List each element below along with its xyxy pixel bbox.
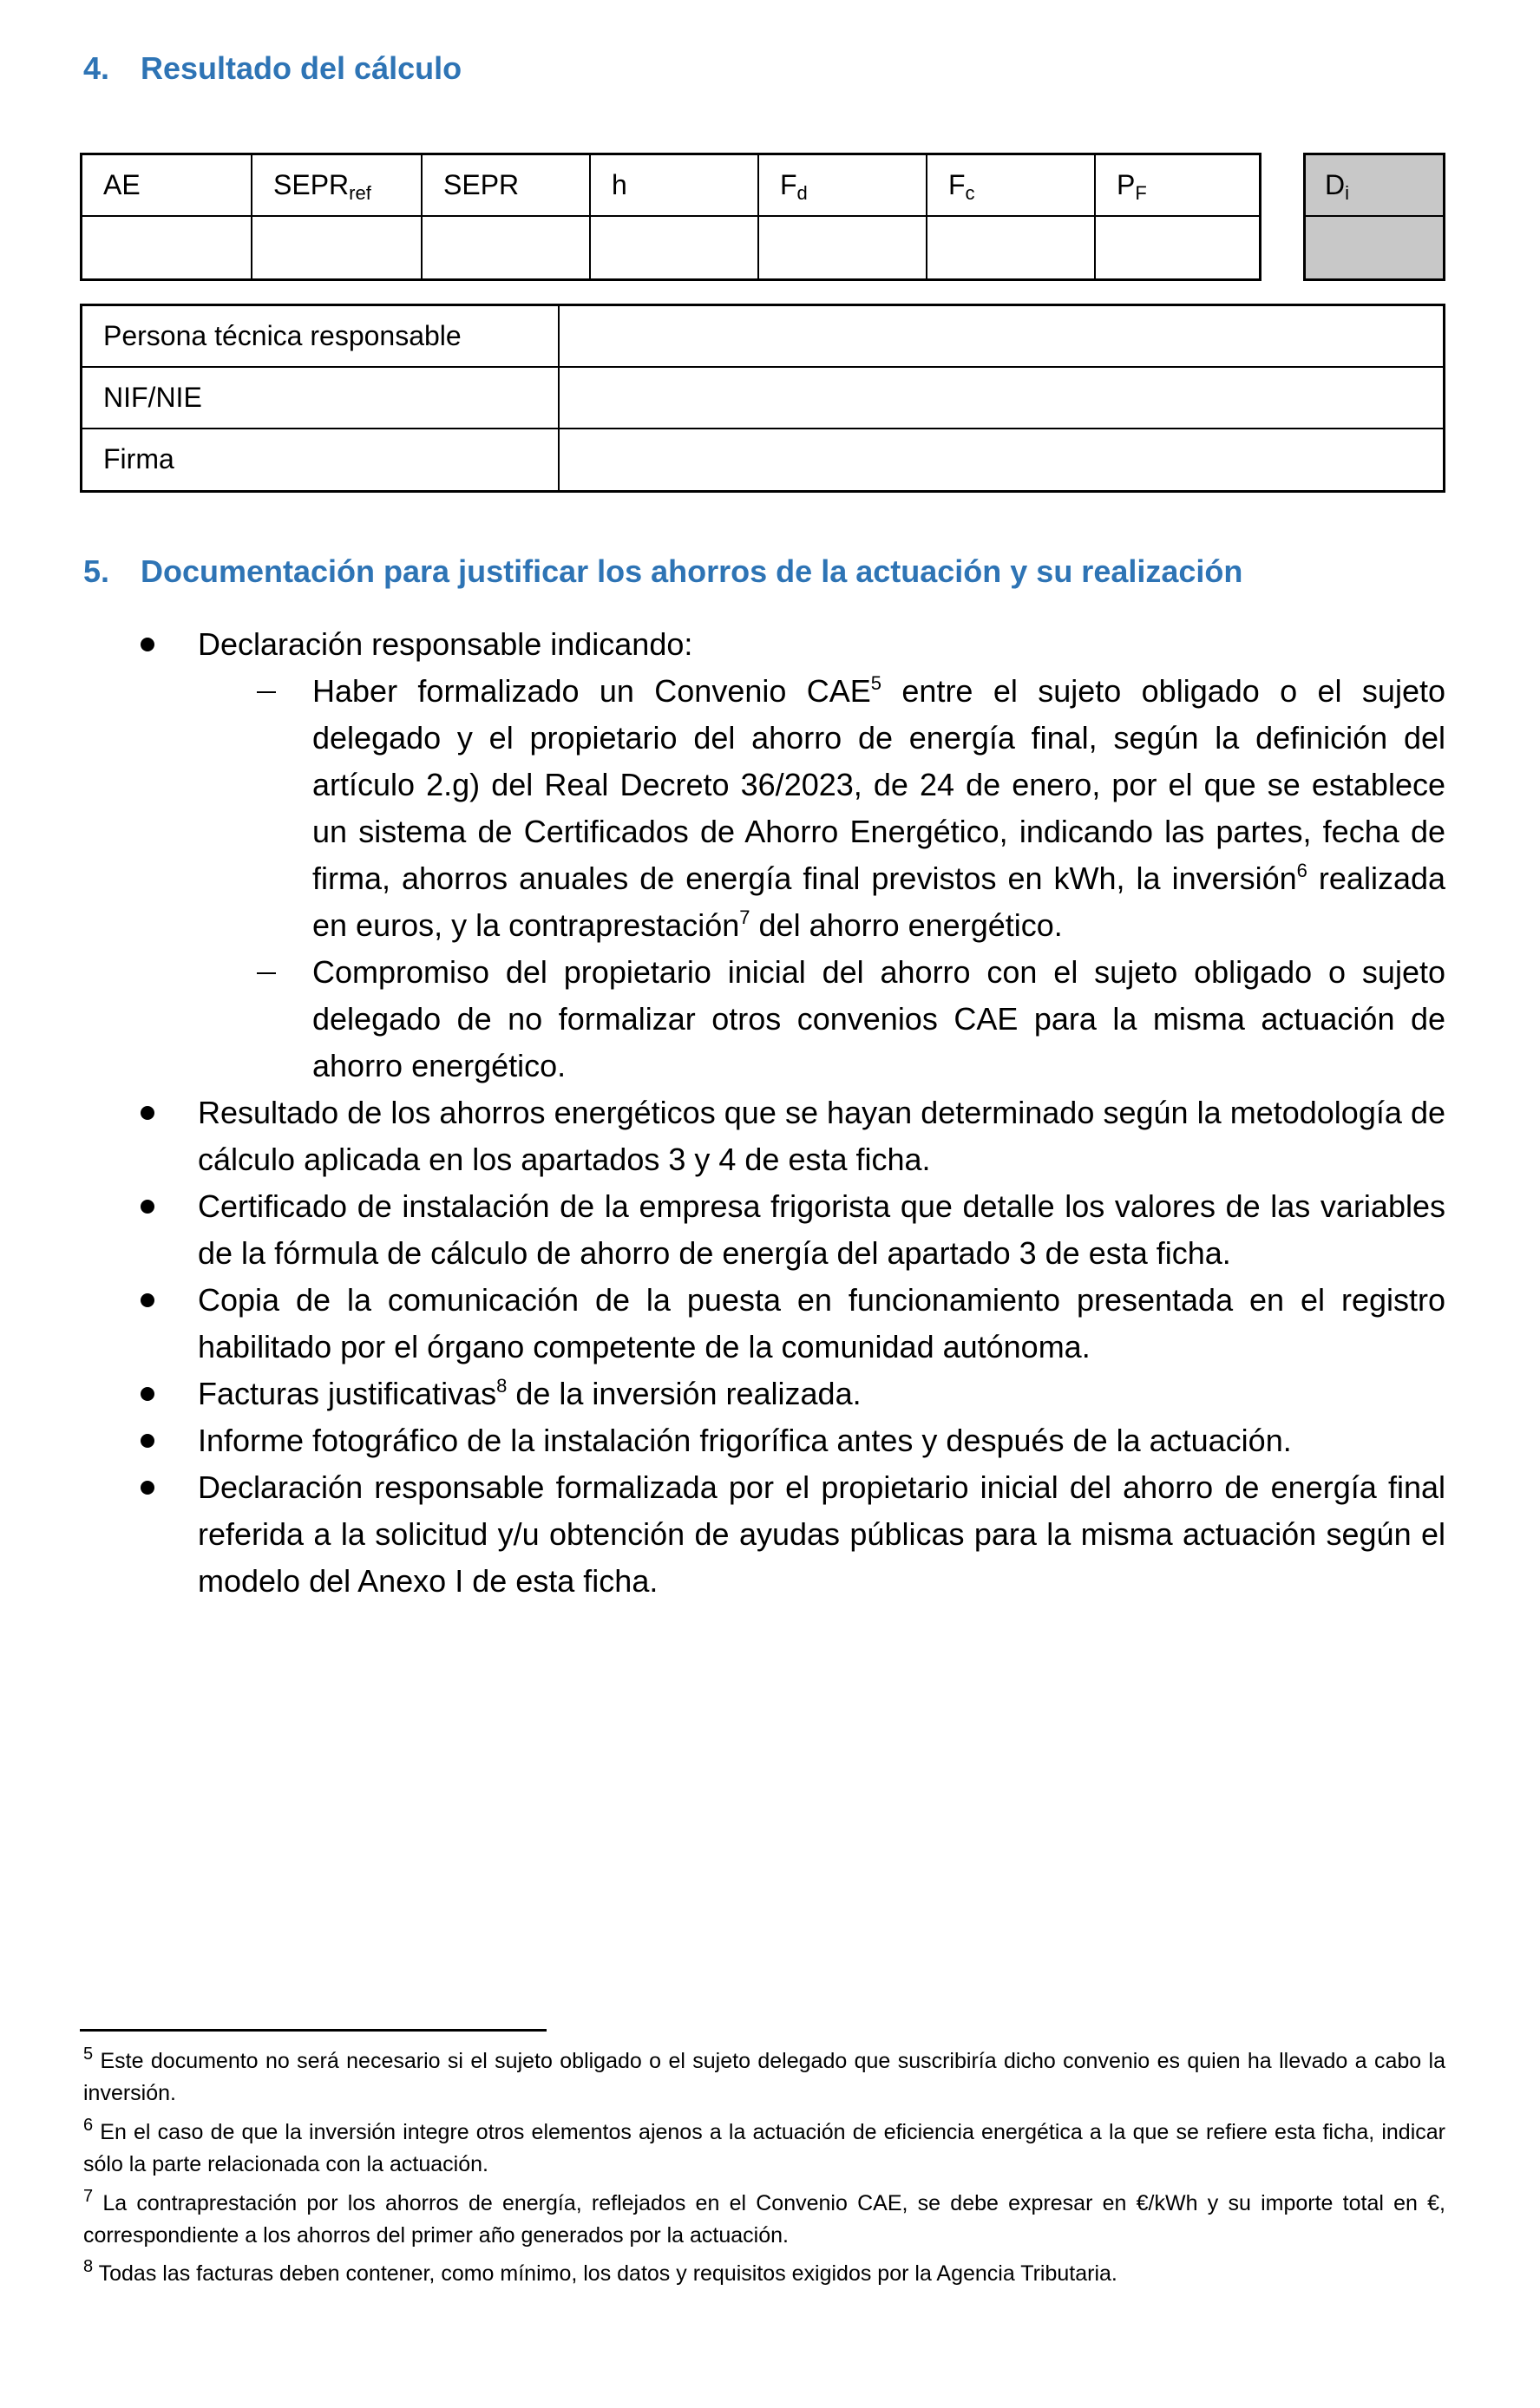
header-text: AE: [103, 169, 141, 200]
responsible-table: [80, 304, 1445, 493]
header-text: SEPR: [273, 169, 350, 200]
column-header: [82, 155, 251, 217]
list-item: Copia de la comunicación de la puesta en funcionamiento presentada en el registro habilitado por el órgano competente de la comunidad autónoma.: [198, 1282, 1445, 1364]
bullet-icon: [141, 1434, 154, 1448]
value-cell-di: [1306, 217, 1443, 278]
column-pf: [1096, 155, 1259, 278]
footnote-ref: 6: [1296, 860, 1307, 881]
header-text: F: [948, 169, 966, 200]
footnote-number: 6: [83, 2116, 94, 2135]
footnote-text: Todas las facturas deben contener, como mínimo, los datos y requisitos exigidos por la Agencia Tributaria.: [93, 2261, 1117, 2286]
list-item: [198, 1371, 1445, 1417]
section-title: Resultado del cálculo: [141, 50, 462, 86]
text: entre el sujeto obligado o el sujeto delegado y el propietario del ahorro de energía final, según la definición del artículo 2.g) del Real Decreto 36/2023, de 24 de enero, por el que se establece un sistema de Certificados de Ahorro Energético, indicando las partes, fecha de firma, ahorros anuales de energía final previstos en kWh, la inversión: [312, 673, 1445, 896]
dash-icon: [257, 691, 276, 693]
result-table: [1303, 153, 1445, 281]
bullet-icon: [141, 1387, 154, 1401]
section-title: Documentación para justificar los ahorros de la actuación y su realización: [141, 553, 1243, 589]
header-subscript: ref: [349, 182, 371, 204]
header-subscript: c: [965, 182, 975, 204]
bullet-icon: [141, 1200, 154, 1214]
text: Facturas justificativas: [198, 1376, 497, 1411]
bullet-icon: [141, 1481, 154, 1495]
text: realizada en euros, y la contraprestación: [312, 860, 1446, 943]
column-header: [927, 155, 1094, 217]
list-item: Declaración responsable indicando:: [198, 626, 693, 662]
row-label: Firma: [82, 429, 560, 490]
table-row: [82, 368, 1443, 429]
row-label: Persona técnica responsable: [82, 306, 560, 366]
footnote-text: Este documento no será necesario si el sujeto obligado o el sujeto delegado que suscribiría dicho convenio es quien ha llevado a cabo la inversión.: [83, 2049, 1445, 2105]
column-header: [1306, 155, 1443, 217]
sub-list-item: [312, 668, 1445, 949]
column-ae: [82, 155, 252, 278]
column-h: [591, 155, 759, 278]
dash-icon: [257, 972, 276, 974]
column-header: [423, 155, 589, 217]
footnote-number: 8: [83, 2257, 94, 2276]
footnote-separator: [80, 2029, 547, 2032]
value-cell-fd[interactable]: [759, 217, 926, 278]
text: de la inversión realizada.: [507, 1376, 862, 1411]
text: del ahorro energético.: [750, 907, 1063, 943]
footnote-number: 5: [83, 2045, 94, 2064]
column-header: [252, 155, 421, 217]
footnote: [83, 2117, 1445, 2181]
sub-list-item: Compromiso del propietario inicial del ahorro con el sujeto obligado o sujeto delegado de no formalizar otros convenios CAE para la misma actuación de ahorro energético.: [312, 954, 1445, 1083]
value-cell-sepr[interactable]: [423, 217, 589, 278]
bullet-icon: [141, 1106, 154, 1120]
header-text: h: [612, 169, 627, 200]
footnote-ref: 8: [496, 1375, 508, 1397]
footnote-text: En el caso de que la inversión integre otros elementos ajenos a la actuación de eficiencia energética a la que se refiere esta ficha, indicar sólo la parte relacionada con la actuación.: [83, 2120, 1445, 2176]
value-cell-sepr-ref[interactable]: [252, 217, 421, 278]
list-item: Declaración responsable formalizada por el propietario inicial del ahorro de energía final referida a la solicitud y/u obtención de ayudas públicas para la misma actuación según el modelo del Anexo I de esta ficha.: [198, 1469, 1445, 1599]
section-5-heading: [83, 553, 1242, 590]
column-sepr: [423, 155, 591, 278]
footnote: [83, 2045, 1445, 2110]
table-row: [82, 429, 1443, 490]
signature-field[interactable]: [560, 429, 1443, 490]
footnote-text: La contraprestación por los ahorros de energía, reflejados en el Convenio CAE, se debe expresar en €/kWh y su importe total en €, correspondiente a los ahorros del primer año generados por la actuación.: [83, 2191, 1445, 2248]
value-cell-fc[interactable]: [927, 217, 1094, 278]
header-text: SEPR: [443, 169, 520, 200]
column-fd: [759, 155, 927, 278]
bullet-icon: [141, 1293, 154, 1307]
value-cell-h[interactable]: [591, 217, 757, 278]
column-fc: [927, 155, 1096, 278]
column-sepr-ref: [252, 155, 423, 278]
header-subscript: i: [1345, 182, 1349, 204]
calculation-table: [80, 153, 1261, 281]
column-header: [759, 155, 926, 217]
footnote: [83, 2188, 1445, 2252]
value-cell-ae[interactable]: [82, 217, 251, 278]
list-item: Informe fotográfico de la instalación frigorífica antes y después de la actuación.: [198, 1423, 1292, 1458]
nif-nie-field[interactable]: [560, 368, 1443, 428]
footnote: [83, 2258, 1445, 2290]
section-number: 4.: [83, 50, 110, 86]
column-header: [1096, 155, 1259, 217]
text: Haber formalizado un Convenio CAE: [312, 673, 871, 709]
footnote-ref: 5: [870, 672, 882, 694]
value-cell-pf[interactable]: [1096, 217, 1259, 278]
header-subscript: F: [1135, 182, 1147, 204]
row-label: NIF/NIE: [82, 368, 560, 428]
column-header: [591, 155, 757, 217]
list-item: Resultado de los ahorros energéticos que se hayan determinado según la metodología de cálculo aplicada en los apartados 3 y 4 de esta ficha.: [198, 1095, 1445, 1177]
header-text: P: [1117, 169, 1136, 200]
technician-name-field[interactable]: [560, 306, 1443, 366]
section-4-heading: [83, 50, 462, 87]
footnote-ref: 7: [739, 906, 750, 928]
table-row: [82, 306, 1443, 368]
section-number: 5.: [83, 553, 110, 589]
list-item: Certificado de instalación de la empresa frigorista que detalle los valores de las variables de la fórmula de cálculo de ahorro de energía del apartado 3 de esta ficha.: [198, 1188, 1445, 1271]
header-text: D: [1325, 169, 1346, 200]
header-subscript: d: [796, 182, 808, 204]
bullet-icon: [141, 638, 154, 651]
header-text: F: [780, 169, 797, 200]
footnote-number: 7: [83, 2187, 94, 2206]
